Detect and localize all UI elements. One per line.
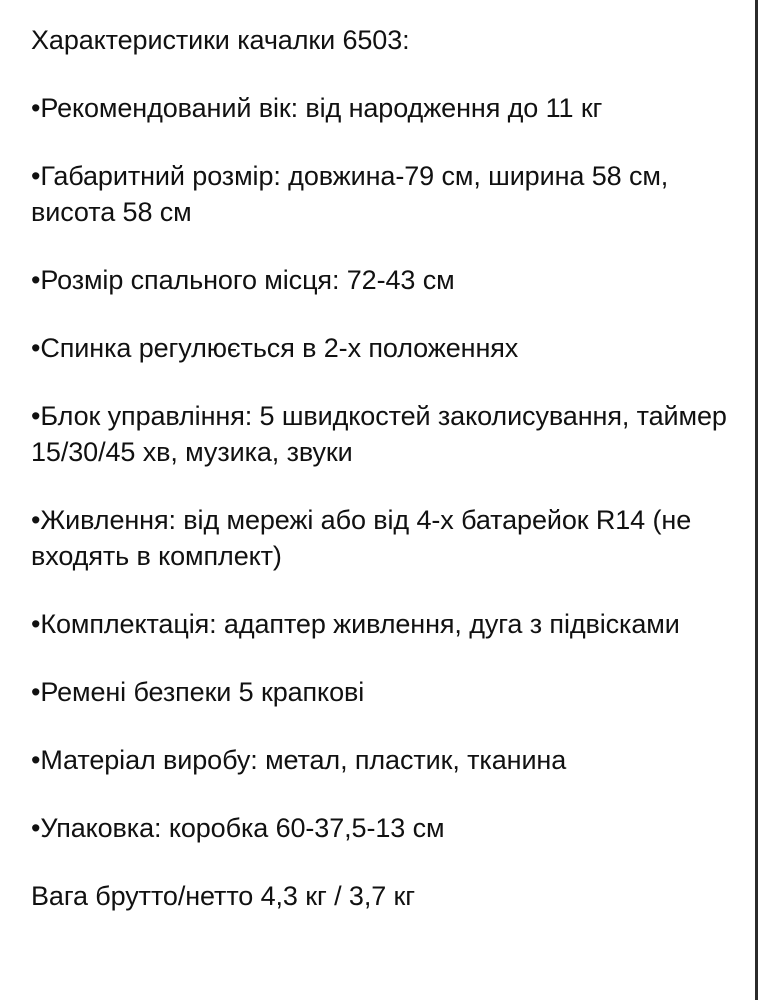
spec-weight: Вага брутто/нетто 4,3 кг / 3,7 кг bbox=[31, 881, 415, 911]
spec-item-power: •Живлення: від мережі або від 4-х батарейок R14 (не входять в комплект) bbox=[31, 505, 692, 571]
spec-item-backrest: •Спинка регулюється в 2-х положеннях bbox=[31, 333, 519, 363]
spec-item-packaging: •Упаковка: коробка 60-37,5-13 см bbox=[31, 813, 445, 843]
spec-item-control-unit: •Блок управління: 5 швидкостей заколисування, таймер 15/30/45 хв, музика, звуки bbox=[31, 401, 727, 467]
spec-item-dimensions: •Габаритний розмір: довжина-79 см, ширина 58 см, висота 58 см bbox=[31, 161, 669, 227]
spec-item-age: •Рекомендований вік: від народження до 11 кг bbox=[31, 93, 603, 123]
spec-item-material: •Матеріал виробу: метал, пластик, тканина bbox=[31, 745, 567, 775]
spec-item-safety-belts: •Ремені безпеки 5 крапкові bbox=[31, 677, 365, 707]
spec-document bbox=[31, 22, 731, 946]
spec-item-sleep-area: •Розмір спального місця: 72-43 см bbox=[31, 265, 455, 295]
spec-title: Характеристики качалки 6503: bbox=[31, 25, 410, 55]
spec-item-package-contents: •Комплектація: адаптер живлення, дуга з підвісками bbox=[31, 609, 680, 639]
